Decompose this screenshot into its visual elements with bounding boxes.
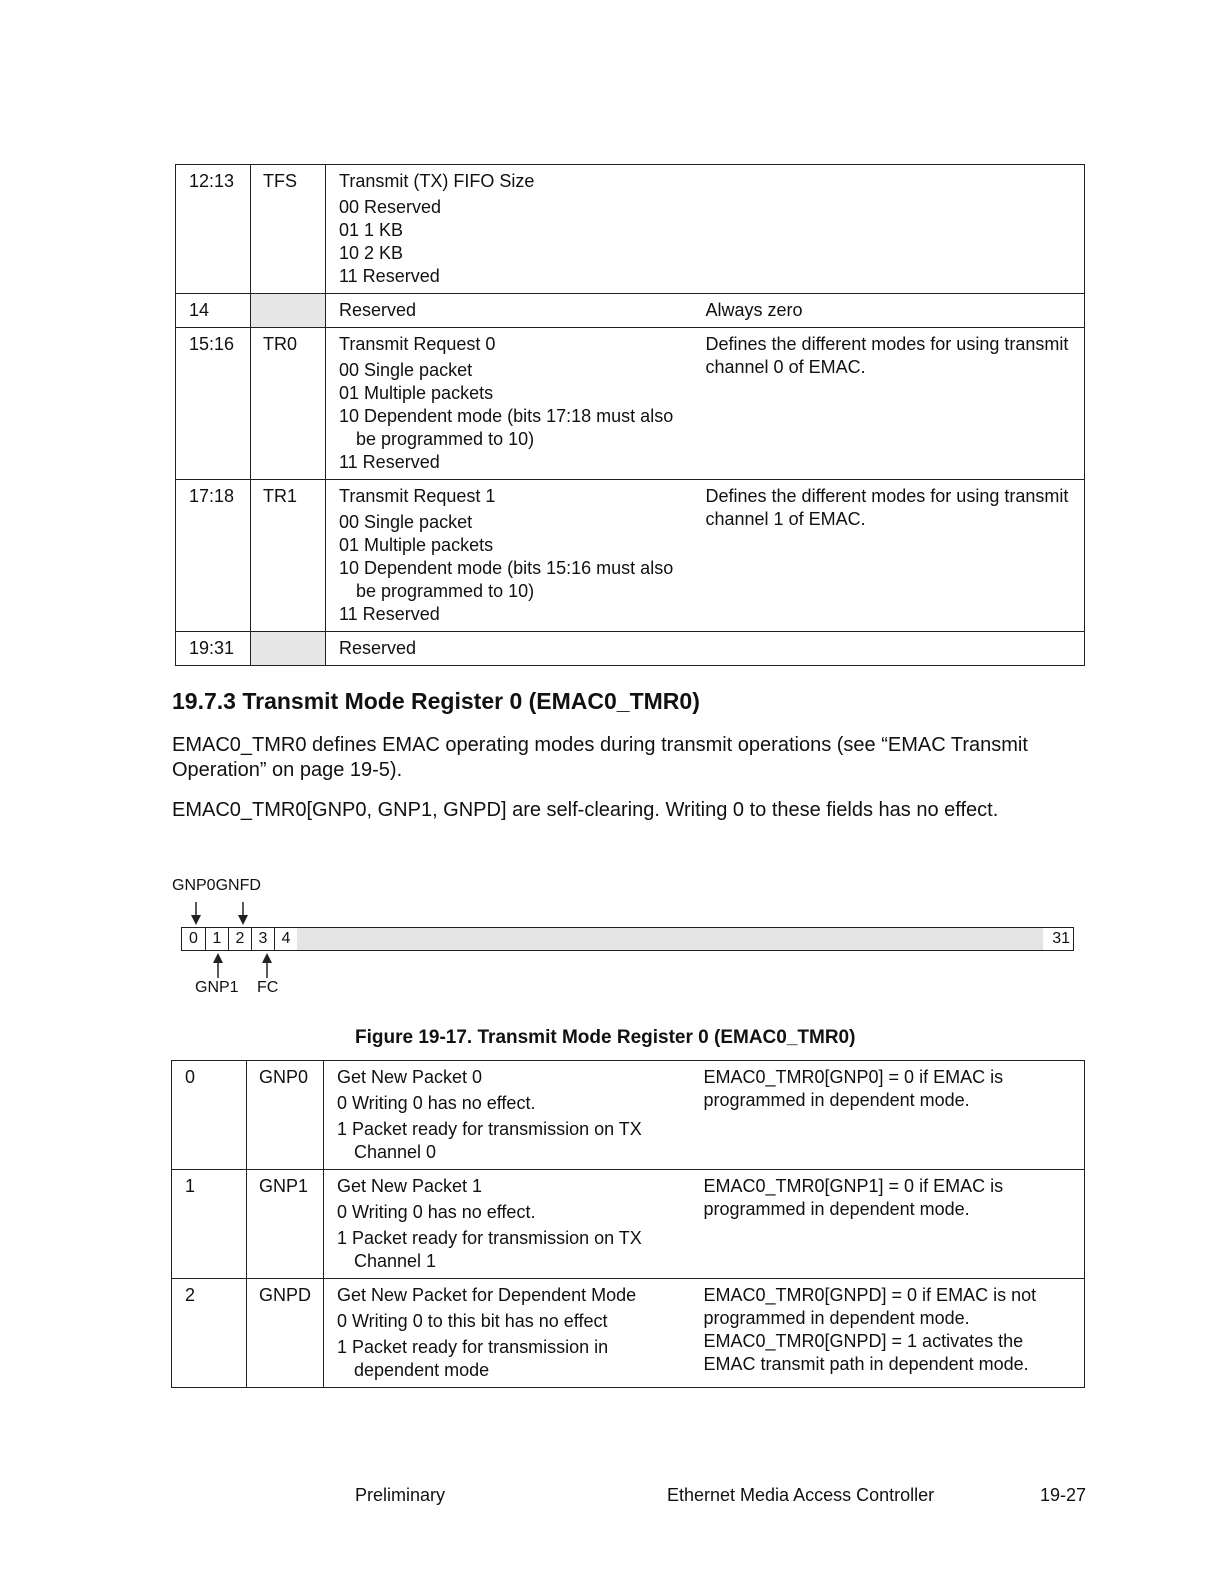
field-bits: 17:18 xyxy=(176,480,251,632)
field-note: EMAC0_TMR0[GNP0] = 0 if EMAC is programmed in dependent mode. xyxy=(704,1061,1085,1170)
description-line: 0 Writing 0 has no effect. xyxy=(337,1202,536,1222)
description-title: Get New Packet 1 xyxy=(337,1176,483,1196)
figure-caption: Figure 19-17. Transmit Mode Register 0 (EMAC0_TMR0) xyxy=(355,1027,856,1048)
field-bits: 1 xyxy=(172,1170,247,1279)
figure-label-fc: FC xyxy=(257,979,279,996)
field-note: EMAC0_TMR0[GNP1] = 0 if EMAC is programmed in dependent mode. xyxy=(704,1170,1085,1279)
description-line-continued: dependent mode xyxy=(354,1360,490,1380)
description-line: 10 Dependent mode (bits 15:16 must also xyxy=(339,558,674,578)
field-note xyxy=(706,165,1085,294)
description-line: 11 Reserved xyxy=(339,266,440,286)
field-description xyxy=(326,294,706,328)
figure-label-gnp1: GNP1 xyxy=(195,979,239,996)
field-description xyxy=(324,1061,704,1170)
field-note: EMAC0_TMR0[GNPD] = 0 if EMAC is not programmed in dependent mode. EMAC0_TMR0[GNPD] = 1 activates the EMAC transmit path in dependent mode. xyxy=(704,1279,1085,1388)
description-line: 01 Multiple packets xyxy=(339,535,494,555)
description-title: Get New Packet 0 xyxy=(337,1067,483,1087)
table-row xyxy=(172,1061,1085,1170)
description-line: 11 Reserved xyxy=(339,452,440,472)
field-bits: 0 xyxy=(172,1061,247,1170)
description-line: 0 Writing 0 to this bit has no effect xyxy=(337,1311,608,1331)
description-line: 1 Packet ready for transmission on TX xyxy=(337,1228,642,1248)
description-line: 01 Multiple packets xyxy=(339,383,494,403)
description-title: Reserved xyxy=(339,638,417,658)
field-bits: 14 xyxy=(176,294,251,328)
footer-left: Preliminary xyxy=(355,1485,446,1505)
field-name: GNP1 xyxy=(247,1170,324,1279)
description-line: 00 Single packet xyxy=(339,360,473,380)
description-title: Transmit (TX) FIFO Size xyxy=(339,171,535,191)
field-name xyxy=(251,632,326,666)
field-description xyxy=(326,165,706,294)
table-row xyxy=(176,294,1085,328)
bit-cell-0: 0 xyxy=(182,928,206,950)
field-bits: 19:31 xyxy=(176,632,251,666)
figure-top-labels: GNP0GNFD xyxy=(172,877,261,894)
description-title: Get New Packet for Dependent Mode xyxy=(337,1285,637,1305)
description-line: be programmed to 10) xyxy=(356,429,535,449)
description-line: 01 1 KB xyxy=(339,220,404,240)
field-bits: 2 xyxy=(172,1279,247,1388)
field-note xyxy=(706,632,1085,666)
field-description xyxy=(324,1279,704,1388)
description-line: 10 2 KB xyxy=(339,243,404,263)
field-description xyxy=(324,1170,704,1279)
field-name: TR1 xyxy=(251,480,326,632)
section-paragraph-2: EMAC0_TMR0[GNP0, GNP1, GNPD] are self-clearing. Writing 0 to these fields has no effect. xyxy=(172,799,999,821)
table-row xyxy=(176,328,1085,480)
field-name: TFS xyxy=(251,165,326,294)
description-line: 1 Packet ready for transmission in xyxy=(337,1337,609,1357)
description-line: 11 Reserved xyxy=(339,604,440,624)
bit-cell-1: 1 xyxy=(206,928,229,950)
top-register-table xyxy=(175,164,1085,666)
description-line-continued: Channel 0 xyxy=(354,1142,437,1162)
footer-center: Ethernet Media Access Controller xyxy=(667,1485,935,1505)
field-bits: 12:13 xyxy=(176,165,251,294)
table-row xyxy=(176,632,1085,666)
section-heading: 19.7.3 Transmit Mode Register 0 (EMAC0_TMR0) xyxy=(172,688,700,714)
description-line: 10 Dependent mode (bits 17:18 must also xyxy=(339,406,674,426)
field-name: GNPD xyxy=(247,1279,324,1388)
table-row xyxy=(172,1170,1085,1279)
description-line: be programmed to 10) xyxy=(356,581,535,601)
description-line: 00 Reserved xyxy=(339,197,442,217)
field-name xyxy=(251,294,326,328)
section-paragraph-1: EMAC0_TMR0 defines EMAC operating modes during transmit operations (see “EMAC Transmit Operation” on page 19-5). xyxy=(172,734,1028,781)
description-line: 1 Packet ready for transmission on TX xyxy=(337,1119,642,1139)
description-line: 0 Writing 0 has no effect. xyxy=(337,1093,536,1113)
table-row xyxy=(172,1279,1085,1388)
field-name: TR0 xyxy=(251,328,326,480)
field-description xyxy=(326,328,706,480)
field-note: Always zero xyxy=(706,294,1085,328)
field-name: GNP0 xyxy=(247,1061,324,1170)
description-title: Transmit Request 0 xyxy=(339,334,496,354)
description-line-continued: Channel 1 xyxy=(354,1251,437,1271)
field-note: Defines the different modes for using transmit channel 0 of EMAC. xyxy=(706,328,1085,480)
bit-cell-4: 4 xyxy=(281,930,291,947)
bottom-register-table xyxy=(171,1060,1085,1388)
field-bits: 15:16 xyxy=(176,328,251,480)
field-note: Defines the different modes for using transmit channel 1 of EMAC. xyxy=(706,480,1085,632)
footer-page-number: 19-27 xyxy=(1040,1485,1087,1505)
description-title: Transmit Request 1 xyxy=(339,486,496,506)
bit-cell-2: 2 xyxy=(229,928,252,950)
field-description xyxy=(326,480,706,632)
table-row xyxy=(176,165,1085,294)
description-title: Reserved xyxy=(339,300,417,320)
bit-cell-3: 3 xyxy=(252,928,275,950)
bit-cell-31: 31 xyxy=(1052,930,1070,947)
reserved-bits-shading xyxy=(297,928,1043,950)
field-description xyxy=(326,632,706,666)
description-line: 00 Single packet xyxy=(339,512,473,532)
table-row xyxy=(176,480,1085,632)
register-bit-strip xyxy=(181,927,1074,951)
